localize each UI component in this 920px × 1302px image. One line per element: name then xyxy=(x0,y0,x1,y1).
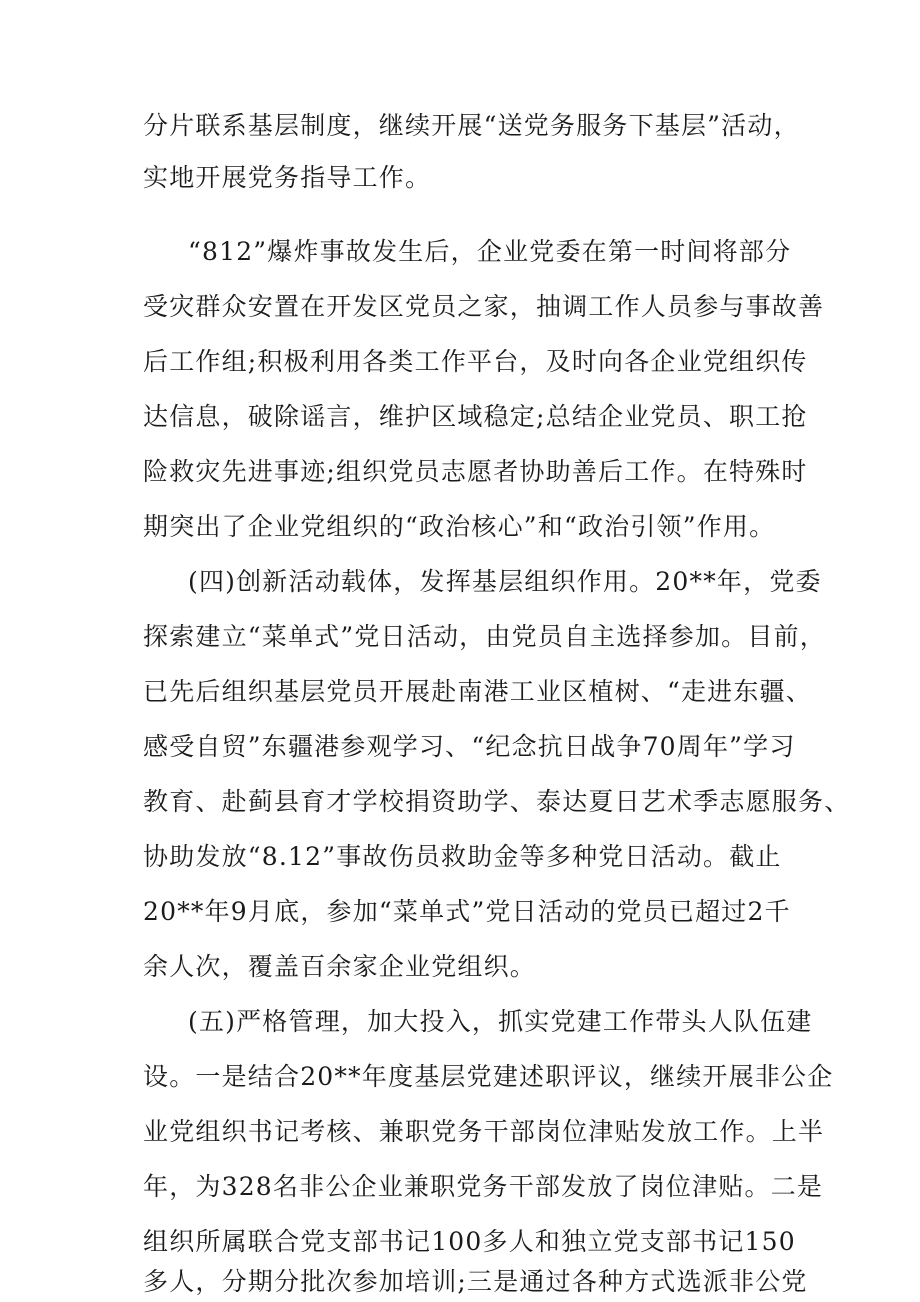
text-line-2: 实地开展党务指导工作。 xyxy=(143,163,432,192)
text-line-11: 已先后组织基层党员开展赴南港工业区植树、“走进东疆、 xyxy=(143,677,812,706)
text-line-12: 感受自贸”东疆港参观学习、“纪念抗日战争70周年”学习 xyxy=(143,732,796,761)
text-line-3: “812”爆炸事故发生后，企业党委在第一时间将部分 xyxy=(188,237,792,266)
text-line-20: 年，为328名非公企业兼职党务干部发放了岗位津贴。二是 xyxy=(143,1172,824,1201)
text-line-15: 20**年9月底，参加“菜单式”党日活动的党员已超过2千 xyxy=(143,897,791,926)
text-line-9: (四)创新活动载体，发挥基层组织作用。20**年，党委 xyxy=(188,567,822,596)
text-line-18: 设。一是结合20**年度基层党建述职评议，继续开展非公企 xyxy=(143,1062,834,1091)
text-line-5: 后工作组;积极利用各类工作平台，及时向各企业党组织传 xyxy=(143,347,808,376)
text-line-8: 期突出了企业党组织的“政治核心”和“政治引领”作用。 xyxy=(143,512,776,541)
text-line-4: 受灾群众安置在开发区党员之家，抽调工作人员参与事故善 xyxy=(143,292,825,321)
text-line-19: 业党组织书记考核、兼职党务干部岗位津贴发放工作。上半 xyxy=(143,1117,825,1146)
text-line-6: 达信息，破除谣言，维护区域稳定;总结企业党员、职工抢 xyxy=(143,402,808,431)
text-line-21: 组织所属联合党支部书记100多人和独立党支部书记150 xyxy=(143,1227,796,1256)
text-line-10: 探索建立“菜单式”党日活动，由党员自主选择参加。目前， xyxy=(143,622,826,651)
text-line-14: 协助发放“8.12”事故伤员救助金等多种党日活动。截止 xyxy=(143,842,782,871)
text-line-7: 险救灾先进事迹;组织党员志愿者协助善后工作。在特殊时 xyxy=(143,457,808,486)
text-line-13: 教育、赴蓟县育才学校捐资助学、泰达夏日艺术季志愿服务、 xyxy=(143,787,851,816)
text-line-1: 分片联系基层制度，继续开展“送党务服务下基层”活动， xyxy=(143,111,800,140)
text-line-17: (五)严格管理，加大投入，抓实党建工作带头人队伍建 xyxy=(188,1007,813,1036)
text-line-22: 多人，分期分批次参加培训;三是通过各种方式选派非公党 xyxy=(143,1267,808,1296)
text-line-16: 余人次，覆盖百余家企业党组织。 xyxy=(143,952,537,981)
